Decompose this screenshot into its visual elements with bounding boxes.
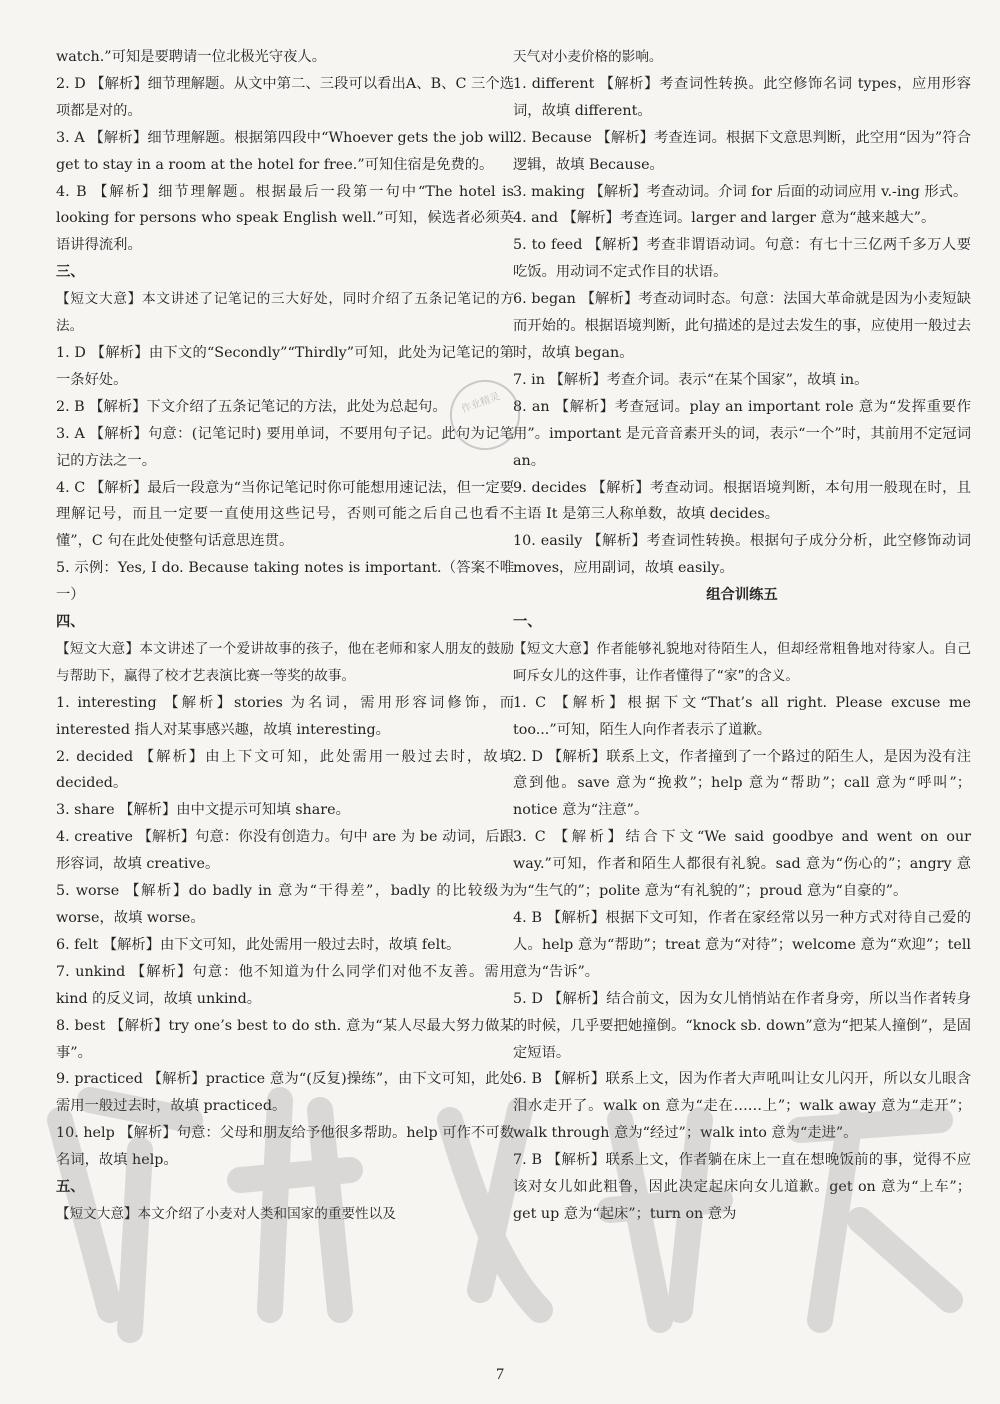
left-p-21: 9. practiced 【解析】practice 意为“(反复)操练”，由下文可知，此处需用一般过去时，故填 practiced。 [56,1071,514,1115]
left-sec-11: 四、 [56,614,85,631]
right-p-5: 5. to feed 【解析】考查非谓语动词。句意：有七十三亿两千多万人要吃饭。用动词不定式作目的状语。 [513,237,971,281]
left-p-3: 4. B 【解析】细节理解题。根据最后一段第一句中“The hotel is looking for persons who speak English well.”可知，候选者必须英语讲得流利。 [56,183,514,254]
right-p-16: 3. C 【解析】结合下文“We said goodbye and went on our way.”可知，作者和陌生人都很有礼貌。sad 意为“伤心的”；angry 意为“生气的”；polite 意为“有礼貌的”；proud 意为“自豪的”。 [513,829,971,900]
left-sec-23: 五、 [56,1179,85,1196]
right-p-6: 6. began 【解析】考查动词时态。句意：法国大革命就是因为小麦短缺而开始的。根据语境判断，此句描述的是过去发生的事，应使用一般过去时，故填 began。 [513,291,971,361]
left-p-10: 5. 示例：Yes, I do. Because taking notes is important.（答案不唯一） [56,560,514,604]
left-p-13: 1. interesting 【解析】stories 为名词，需用形容词修饰，而 interested 指人对某事感兴趣，故填 interesting。 [56,694,514,738]
page-number: 7 [496,1366,504,1383]
left-p-1: 2. D 【解析】细节理解题。从文中第二、三段可以看出A、B、C 三个选项都是对的。 [56,75,514,119]
right-p-8: 8. an 【解析】考查冠词。play an important role 意为“发挥重要作用”。important 是元音音素开头的词，表示“一个”时，其前用不定冠词 an。 [513,398,971,469]
right-p-9: 9. decides 【解析】考查动词。根据语境判断，本句用一般现在时，且主语 It 是第三人称单数，故填 decides。 [513,479,971,523]
right-sec-12: 一、 [513,614,542,631]
left-p-8: 3. A 【解析】句意：(记笔记时) 要用单词，不要用句子记。此句为记笔记的方法之一。 [56,425,514,469]
right-p-4: 4. and 【解析】考查连词。larger and larger 意为“越来越大”。 [513,210,936,227]
right-p-3: 3. making 【解析】考查动词。介词 for 后面的动词应用 v.-ing 形式。 [513,183,968,200]
right-p-15: 2. D 【解析】联系上文，作者撞到了一个路过的陌生人，是因为没有注意到他。save 意为“挽救”；help 意为“帮助”；call 意为“呼叫”；notice 意为“注意”。 [513,748,971,819]
left-p-22: 10. help 【解析】句意：父母和朋友给予他很多帮助。help 可作不可数名词，故填 help。 [56,1125,514,1169]
right-p-1: 1. different 【解析】考查词性转换。此空修饰名词 types，应用形容词，故填 different。 [513,75,971,119]
right-p-17: 4. B 【解析】根据下文可知，作者在家经常以另一种方式对待自己爱的人。help 意为“帮助”；treat 意为“对待”；welcome 意为“欢迎”；tell 意为“告诉”。 [513,910,971,980]
right-p-10: 10. easily 【解析】考查词性转换。根据句子成分分析，此空修饰动词 moves，应用副词，故填 easily。 [513,533,971,577]
left-p-9: 4. C 【解析】最后一段意为“当你记笔记时你可能想用速记法，但一定要理解记号，而且一定要一直使用这些记号，否则可能之后自己也看不懂”，C 句在此处使整句话意思连贯。 [56,479,514,550]
right-p-14: 1. C 【解析】根据下文“That’s all right. Please excuse me too...”可知，陌生人向作者表示了道歉。 [513,694,971,738]
left-p-0: watch.”可知是要聘请一位北极光守夜人。 [56,49,327,65]
left-p-16: 4. creative 【解析】句意：你没有创造力。句中 are 为 be 动词，后跟形容词，故填 creative。 [56,829,514,873]
left-p-20: 8. best 【解析】try one’s best to do sth. 意为“某人尽最大努力做某事”。 [56,1017,514,1061]
right-p-20: 7. B 【解析】联系上文，作者躺在床上一直在想晚饭前的事，觉得不应该对女儿如此粗鲁，因此决定起床向女儿道歉。get on 意为“上车”；get up 意为“起床”；turn on 意为 [513,1152,971,1222]
right-p-2: 2. Because 【解析】考查连词。根据下文意思判断，此空用“因为”符合逻辑，故填 Because。 [513,129,971,173]
left-dayi-24: 【短文大意】本文介绍了小麦对人类和国家的重要性以及 [56,1205,396,1222]
right-p-18: 5. D 【解析】结合前文，因为女儿悄悄站在作者身旁，所以当作者转身的时候，几乎要把她撞倒。“knock sb. down”意为“把某人撞倒”，是固定短语。 [513,990,971,1061]
left-p-17: 5. worse 【解析】do badly in 意为“干得差”，badly 的比较级为 worse，故填 worse。 [56,883,514,926]
right-dayi-13: 【短文大意】作者能够礼貌地对待陌生人，但却经常粗鲁地对待家人。自己呵斥女儿的这件事，让作者懂得了“家”的含义。 [513,640,971,684]
right-center-11: 组合训练五 [706,587,778,604]
left-p-18: 6. felt 【解析】由下文可知，此处需用一般过去时，故填 felt。 [56,936,461,953]
left-p-19: 7. unkind 【解析】句意：他不知道为什么同学们对他不友善。需用 kind 的反义词，故填 unkind。 [56,963,514,1007]
left-column [56,44,514,1228]
left-dayi-5: 【短文大意】本文讲述了记笔记的三大好处，同时介绍了五条记笔记的方法。 [56,291,514,335]
left-p-6: 1. D 【解析】由下文的“Secondly”“Thirdly”可知，此处为记笔记的第一条好处。 [56,344,514,388]
stamp-mark: 作业精灵 [440,370,530,460]
left-p-14: 2. decided 【解析】由上下文可知，此处需用一般过去时，故填 decided。 [56,748,514,792]
left-sec-4: 三、 [56,264,85,281]
left-dayi-12: 【短文大意】本文讲述了一个爱讲故事的孩子，他在老师和家人朋友的鼓励与帮助下，赢得了校才艺表演比赛一等奖的故事。 [56,640,514,684]
right-column [513,44,971,1228]
right-p-7: 7. in 【解析】考查介词。表示“在某个国家”，故填 in。 [513,371,869,388]
left-p-2: 3. A 【解析】细节理解题。根据第四段中“Whoever gets the job will get to stay in a room at the hotel for free.”可知住宿是免费的。 [56,129,514,173]
right-dayi-0: 天气对小麦价格的影响。 [513,49,663,65]
left-p-7: 2. B 【解析】下文介绍了五条记笔记的方法，此处为总起句。 [56,398,447,415]
right-p-19: 6. B 【解析】联系上文，因为作者大声吼叫让女儿闪开，所以女儿眼含泪水走开了。walk on 意为“走在……上”；walk away 意为“走开”；walk through 意为“经过”；walk into 意为“走进”。 [513,1071,971,1142]
left-p-15: 3. share 【解析】由中文提示可知填 share。 [56,802,350,819]
